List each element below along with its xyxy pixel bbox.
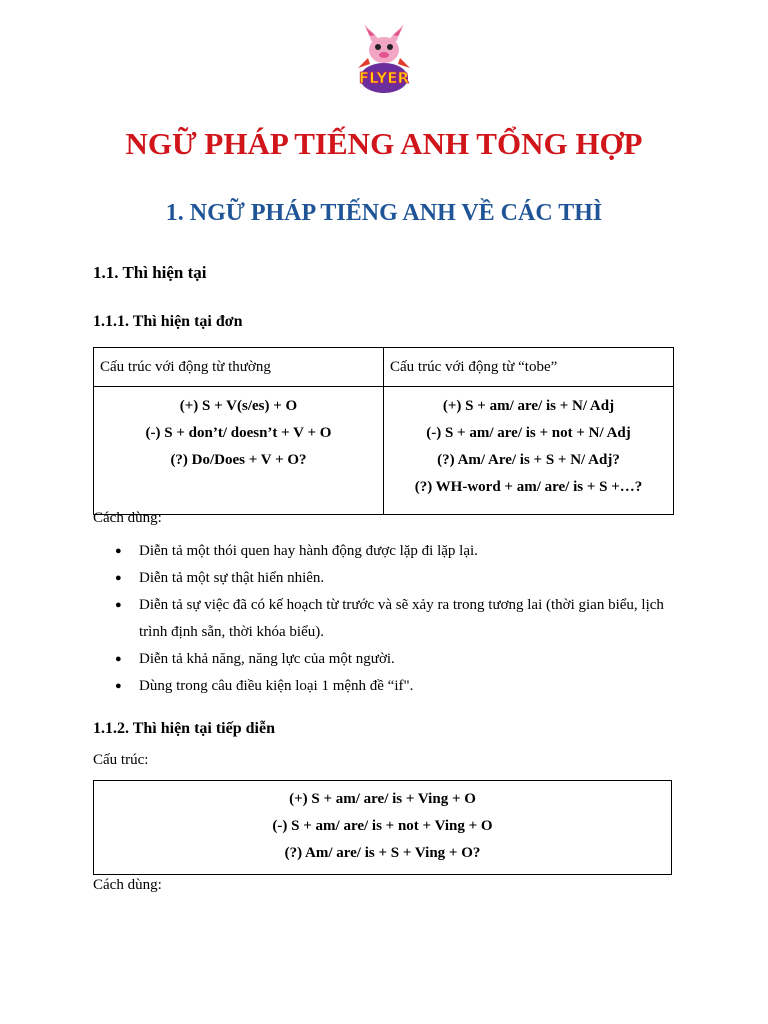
bullet-icon: ● (115, 599, 122, 611)
simple-present-table (93, 347, 674, 515)
bullet-icon: ● (115, 653, 122, 665)
bullet-icon: ● (115, 572, 122, 584)
structure-line: (?) WH-word + am/ are/ is + S +…? (414, 479, 643, 495)
flyer-logo (348, 20, 420, 96)
structure-line: (+) S + V(s/es) + O (179, 398, 298, 414)
list-item: ● Diễn tả một thói quen hay hành động được lặp đi lặp lại. (93, 538, 673, 565)
list-item: ● Diễn tả một sự thật hiển nhiên. (93, 565, 673, 592)
structure-label: Cấu trúc: (93, 752, 149, 768)
tobe-structures (384, 387, 674, 515)
structure-line: (?) Do/Does + V + O? (170, 452, 307, 468)
structure-line: (-) S + am/ are/ is + not + N/ Adj (426, 425, 631, 441)
structure-line: (+) S + am/ are/ is + Ving + O (289, 791, 476, 807)
usage-label: Cách dùng: (93, 510, 162, 526)
list-item: ● Dùng trong câu điều kiện loại 1 mệnh đề “if". (93, 673, 673, 700)
present-continuous-structure-box (93, 780, 672, 875)
svg-text:FLYER: FLYER (358, 69, 410, 87)
regular-verb-structures (94, 387, 384, 515)
bullet-icon: ● (115, 680, 122, 692)
structure-line: (?) Am/ Are/ is + S + N/ Adj? (437, 452, 620, 468)
structure-line: (-) S + don’t/ doesn’t + V + O (145, 425, 332, 441)
main-title: NGỮ PHÁP TIẾNG ANH TỔNG HỢP (125, 126, 643, 161)
bullet-icon: ● (115, 545, 122, 557)
structure-line: (+) S + am/ are/ is + N/ Adj (442, 398, 615, 414)
present-continuous-title: 1.1.2. Thì hiện tại tiếp diễn (93, 720, 275, 737)
subsection-title: 1.1. Thì hiện tại (93, 263, 207, 282)
list-item: ● Diễn tả khả năng, năng lực của một người. (93, 646, 673, 673)
simple-present-title: 1.1.1. Thì hiện tại đơn (93, 313, 243, 330)
table-header-regular-verb: Cấu trúc với động từ thường (94, 348, 384, 387)
structure-line: (-) S + am/ are/ is + not + Ving + O (272, 818, 493, 834)
table-header-tobe: Cấu trúc với động từ “tobe” (384, 348, 674, 387)
section-title: 1. NGỮ PHÁP TIẾNG ANH VỀ CÁC THÌ (165, 200, 603, 226)
usage-list (93, 538, 673, 700)
list-item: ● Diễn tả sự việc đã có kế hoạch từ trước và sẽ xảy ra trong tương lai (thời gian biểu, lịch trình định sẵn, thời khóa biểu). (93, 592, 673, 646)
usage-label-2: Cách dùng: (93, 877, 162, 893)
structure-line: (?) Am/ are/ is + S + Ving + O? (284, 845, 481, 861)
flyer-mascot-icon (348, 20, 420, 96)
